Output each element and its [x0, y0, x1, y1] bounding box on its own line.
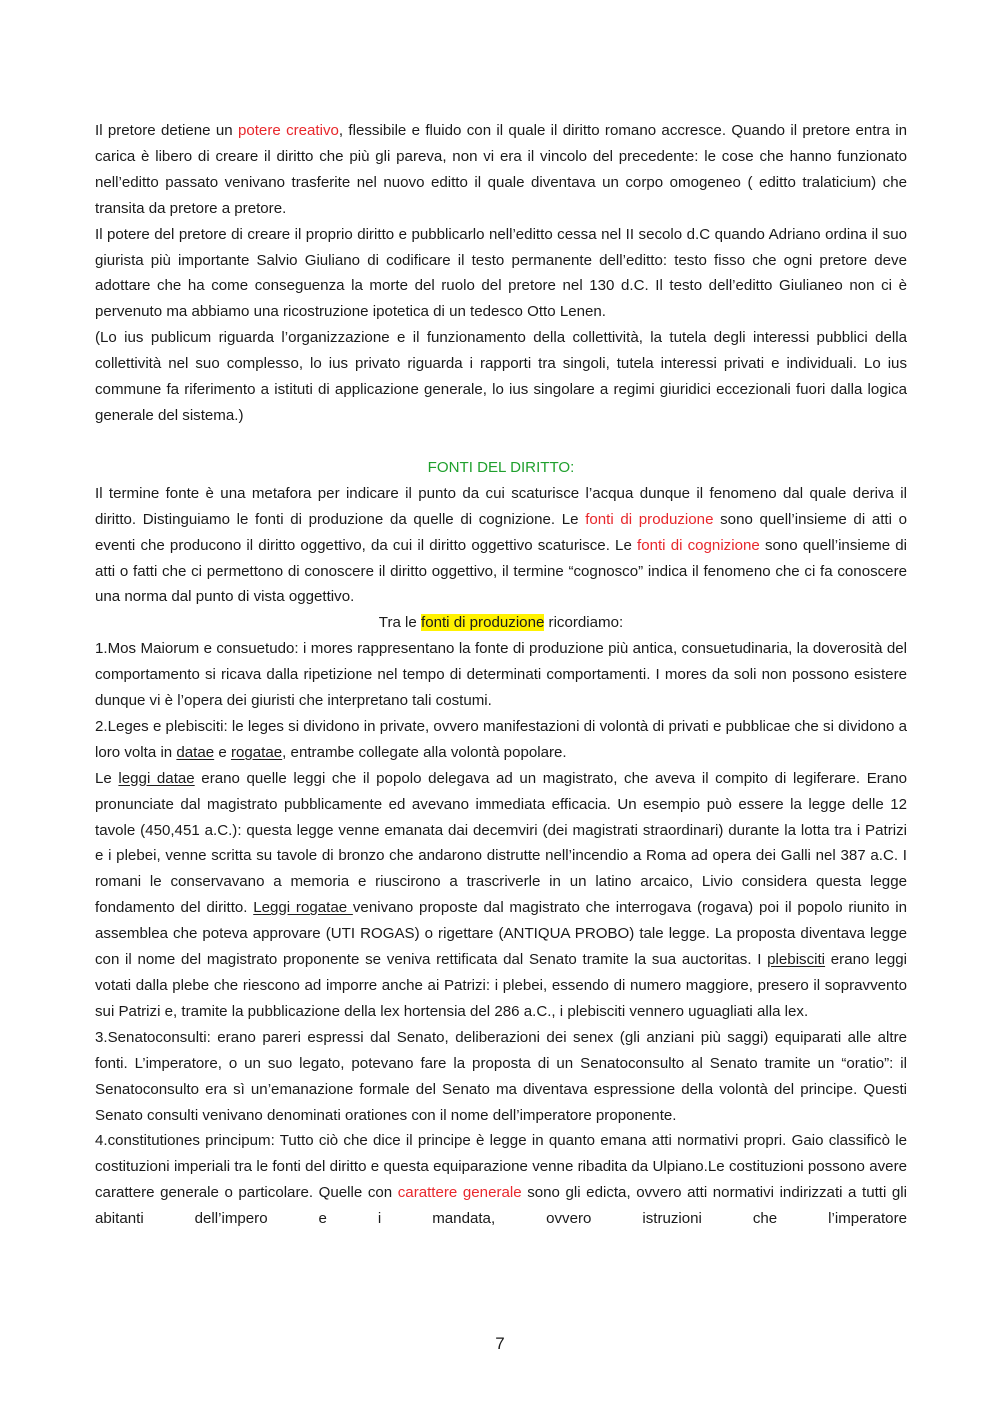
text-span: ricordiamo:	[544, 614, 624, 632]
term-fonti-di-produzione: fonti di produzione	[585, 510, 714, 528]
text-span: sono quell’insieme di atti o eventi che producono il diritto oggettivo, da cui il diritto oggettivo scaturisce. Le	[95, 510, 907, 554]
underlined-datae: datae	[176, 743, 215, 761]
text-span: Il termine fonte è una metafora per indicare il punto da cui scaturisce l’acqua dunque il fenomeno dal quale deriva il diritto. Distinguiamo le fonti di produzione da quelle di cognizione. Le	[95, 484, 907, 528]
text-span: Tra le	[378, 614, 421, 632]
paragraph-editto-giulianeo: Il potere del pretore di creare il proprio diritto e pubblicarlo nell’editto cessa nel II secolo d.C quando Adriano ordina il suo giurista più importante Salvio Giuliano di codificare il testo permanente dell’editto: testo fisso che ogni pretore deve adottare che ha come conseguenza la morte del ruolo del pretore nel 130 d.C. Il testo dell’editto Giulianeo non ci è pervenuto ma abbiamo una ricostruzione ipotetica di un tedesco Otto Lenen.	[95, 225, 907, 321]
paragraph-ius-publicum: (Lo ius publicum riguarda l’organizzazione e il funzionamento della collettività, la tutela degli interessi pubblici della collettività nel suo complesso, lo ius privato riguarda i rapporti tra singoli, tutela interessi privati e individuali. Lo ius commune fa riferimento a istituti di applicazione generale, lo ius singolare a regimi giuridici eccezionali fuori dalla logica generale del sistema.)	[95, 329, 907, 424]
list-item-senatoconsulti: 3.Senatoconsulti: erano pareri espressi dal Senato, deliberazioni dei senex (gli anziani più saggi) equiparati alle altre fonti. L’imperatore, o un suo legato, potevano fare la proposta di un Senatoconsulto al Senato tramite un “oratio”: il Senatoconsulto era sì un’emanazione formale del Senato ma diventava espressione della volontà del principe. Questi Senato consulti venivano denominati orationes con il nome dell’imperatore proponente.	[95, 1028, 907, 1124]
text-span: Le	[95, 769, 119, 787]
paragraph-leggi-datae	[95, 766, 907, 1025]
paragraph-pretore-potere	[95, 118, 907, 222]
text-span: erano leggi votati dalla plebe che riescono ad imporre anche ai Patrizi: i plebei, essendo di numero maggiore, presero il sopravvento sui Patrizi e, tramite la pubblicazione della lex hortensia del 286 a.C., i plebisciti vennero uguagliati alla lex.	[95, 951, 907, 1020]
text-span: 2.Leges e plebisciti: le leges si dividono in private, ovvero manifestazioni di volontà di privati e pubblicae che si dividono a loro volta in	[95, 717, 907, 761]
paragraph-gap	[95, 429, 907, 455]
list-item-constitutiones	[95, 1128, 907, 1232]
underlined-rogatae: rogatae	[230, 743, 283, 761]
list-item-leges-plebisciti	[95, 714, 907, 766]
term-potere-creativo: potere creativo	[237, 122, 339, 139]
paragraph-fonti-definizione	[95, 481, 907, 611]
text-span: , flessibile e fluido con il quale il diritto romano accresce. Quando il pretore entra in carica è libero di creare il diritto che più gli pareva, non vi era il vincolo del precedente: le cose che hanno funzionato nell’editto passato venivano trasferite nel nuovo editto il quale diventava un corpo omogeneo ( editto tralaticium) che transita da pretore a pretore.	[95, 122, 907, 217]
term-fonti-di-cognizione: fonti di cognizione	[637, 536, 760, 554]
list-item-mos-maiorum: 1.Mos Maiorum e consuetudo: i mores rappresentano la fonte di produzione più antica, consuetudinaria, la doverosità del comportamento si ricava dalla ripetizione nel tempo di determinati comportamenti. I mores da soli non possono esistere dunque vi è l’opera dei giuristi che interpretano tali costumi.	[95, 640, 907, 710]
paragraph-tra-le-fonti	[95, 610, 907, 636]
text-span: 4.constitutiones principum: Tutto ciò che dice il principe è legge in quanto emana atti normativi propri. Gaio classificò le costituzioni imperiali tra le fonti del diritto e questa equiparazione venne ribadita da Ulpiano.Le costituzioni possono avere carattere generale o particolare. Quelle con	[95, 1132, 907, 1202]
text-span: e	[214, 743, 231, 761]
page-number: 7	[495, 1334, 505, 1353]
underlined-leggi-rogatae: Leggi rogatae	[253, 899, 353, 917]
text-span: Il pretore detiene un	[95, 122, 238, 139]
term-carattere-generale: carattere generale	[397, 1184, 522, 1202]
underlined-leggi-datae: leggi datae	[118, 769, 195, 787]
underlined-plebisciti: plebisciti	[767, 951, 826, 969]
text-span: venivano proposte dal magistrato che interrogava (rogava) poi il popolo riunito in assemblea che poteva approvare (UTI ROGAS) o rigettare (ANTIQUA PROBO) tale legge. La proposta diventava legge con il nome del magistrato proponente se veniva rettificata dal Senato tramite la sua auctoritas. I	[95, 899, 908, 969]
text-span: sono quell’insieme di atti o fatti che ci permettono di conoscere il diritto oggettivo, il termine “cognosco” indica il fenomeno che ci fa conoscere una norma dal punto di vista oggettivo.	[95, 536, 907, 606]
text-span: , entrambe collegate alla volontà popolare.	[282, 743, 567, 761]
text-span: sono gli edicta, ovvero atti normativi indirizzati a tutti gli abitanti dell’impero e i mandata, ovvero istruzioni che l’imperatore	[95, 1184, 908, 1228]
section-heading-fonti: FONTI DEL DIRITTO:	[427, 458, 575, 476]
text-span: erano quelle leggi che il popolo delegava ad un magistrato, che aveva il compito di legiferare. Erano pronunciate dal magistrato pubblicamente ed avevano immediata efficacia. Un esempio può essere la legge delle 12 tavole (450,451 a.C.): questa legge venne emanata dai decemviri (dei magistrati straordinari) durante la lotta tra i Patrizi e i plebei, venne scritta su tavole di bronzo che andarono distrutte nell’incendio a Roma ad opera dei Galli nel 387 a.C. I romani le conservavano a memoria e riuscirono a trascriverle in un latino arcaico, Livio considera questa legge fondamento del diritto.	[95, 769, 907, 917]
highlighted-fonti-di-produzione: fonti di produzione	[421, 614, 545, 632]
page-body	[95, 118, 907, 1232]
